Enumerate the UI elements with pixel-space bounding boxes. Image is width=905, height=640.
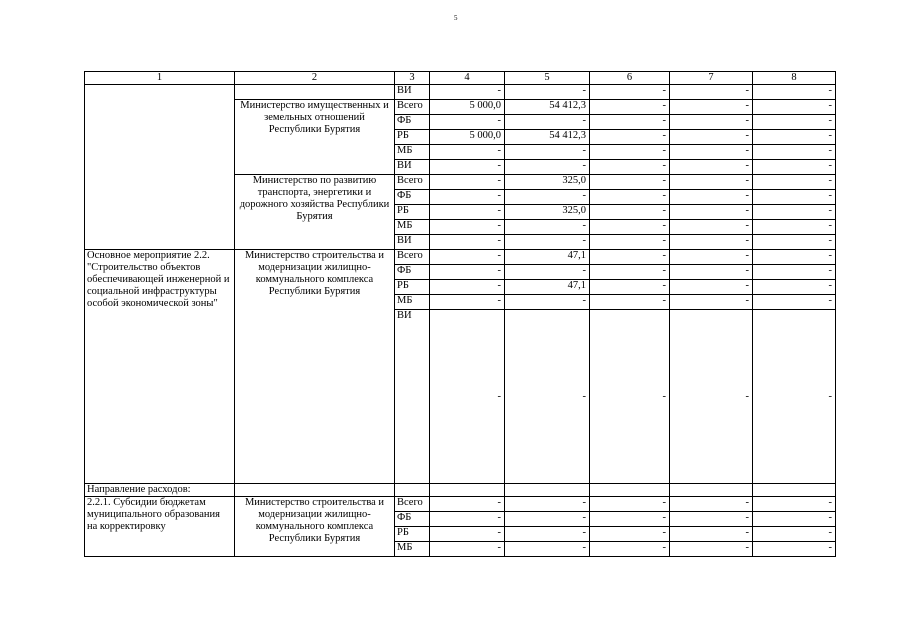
value-cell: -: [590, 175, 670, 190]
value-cell: -: [430, 497, 505, 512]
value-cell: -: [430, 160, 505, 175]
value-cell: -: [670, 145, 753, 160]
empty-cell: [753, 484, 836, 497]
value-cell: -: [753, 145, 836, 160]
value-cell: -: [753, 542, 836, 557]
executor-cell: Министерство имущественных и земельных отношений Республики Бурятия: [235, 100, 395, 175]
funding-source-cell: РБ: [395, 130, 430, 145]
value-cell: -: [590, 190, 670, 205]
value-cell: -: [505, 512, 590, 527]
funding-source-cell: ВИ: [395, 160, 430, 175]
value-cell: -: [505, 145, 590, 160]
value-cell: -: [430, 542, 505, 557]
funding-source-cell: ФБ: [395, 190, 430, 205]
value-cell: -: [590, 100, 670, 115]
value-cell: -: [670, 130, 753, 145]
empty-cell: [235, 484, 395, 497]
value-cell: -: [670, 542, 753, 557]
value-cell: -: [670, 295, 753, 310]
value-cell: -: [670, 235, 753, 250]
column-header: 8: [753, 72, 836, 85]
value-cell: -: [753, 280, 836, 295]
funding-source-cell: ФБ: [395, 265, 430, 280]
empty-cell: [670, 484, 753, 497]
value-cell: -: [505, 295, 590, 310]
value-cell: -: [430, 220, 505, 235]
value-cell: -: [590, 512, 670, 527]
value-cell: -: [505, 497, 590, 512]
value-cell: -: [590, 115, 670, 130]
executor-cell: Министерство строительства и модернизации жилищно-коммунального комплекса Республики Бурятия: [235, 250, 395, 484]
value-cell: -: [753, 250, 836, 265]
funding-source-cell: МБ: [395, 220, 430, 235]
value-cell: -: [505, 527, 590, 542]
funding-source-cell: РБ: [395, 280, 430, 295]
value-cell: -: [670, 527, 753, 542]
value-cell: -: [753, 85, 836, 100]
value-cell: -: [753, 512, 836, 527]
value-cell: -: [670, 205, 753, 220]
value-cell: -: [430, 527, 505, 542]
funding-source-cell: РБ: [395, 205, 430, 220]
value-cell: 5 000,0: [430, 100, 505, 115]
value-cell: -: [753, 115, 836, 130]
value-cell: -: [430, 85, 505, 100]
value-cell: -: [670, 265, 753, 280]
funding-source-cell: Всего: [395, 497, 430, 512]
funding-source-cell: ФБ: [395, 115, 430, 130]
empty-cell: [505, 484, 590, 497]
value-cell: -: [505, 190, 590, 205]
value-cell: -: [753, 527, 836, 542]
value-cell: -: [590, 280, 670, 295]
value-cell: -: [753, 265, 836, 280]
value-cell: -: [590, 220, 670, 235]
activity-cell: 2.2.1. Субсидии бюджетам муниципального образования на корректировку: [85, 497, 235, 557]
value-cell: -: [590, 130, 670, 145]
table-row: [85, 484, 836, 497]
column-header: 2: [235, 72, 395, 85]
value-cell: -: [590, 250, 670, 265]
value-cell: -: [430, 235, 505, 250]
value-cell: -: [753, 310, 836, 484]
value-cell: 54 412,3: [505, 100, 590, 115]
column-header: 1: [85, 72, 235, 85]
executor-cell: Министерство по развитию транспорта, энергетики и дорожного хозяйства Республики Бурятия: [235, 175, 395, 250]
value-cell: 325,0: [505, 205, 590, 220]
value-cell: -: [753, 160, 836, 175]
value-cell: -: [430, 175, 505, 190]
funding-source-cell: ВИ: [395, 235, 430, 250]
value-cell: -: [505, 542, 590, 557]
value-cell: -: [430, 265, 505, 280]
funding-source-cell: Всего: [395, 175, 430, 190]
value-cell: -: [505, 115, 590, 130]
value-cell: -: [590, 527, 670, 542]
value-cell: -: [430, 145, 505, 160]
empty-cell: [430, 484, 505, 497]
value-cell: -: [670, 310, 753, 484]
funding-source-cell: Всего: [395, 250, 430, 265]
value-cell: -: [753, 130, 836, 145]
value-cell: -: [505, 265, 590, 280]
empty-cell: [395, 484, 430, 497]
value-cell: 5 000,0: [430, 130, 505, 145]
value-cell: -: [590, 542, 670, 557]
value-cell: -: [753, 100, 836, 115]
value-cell: -: [670, 160, 753, 175]
value-cell: -: [670, 220, 753, 235]
activity-cell: [85, 85, 235, 250]
value-cell: -: [753, 220, 836, 235]
column-header: 5: [505, 72, 590, 85]
value-cell: -: [753, 190, 836, 205]
funding-source-cell: ФБ: [395, 512, 430, 527]
value-cell: -: [430, 250, 505, 265]
value-cell: -: [753, 497, 836, 512]
value-cell: 47,1: [505, 250, 590, 265]
value-cell: -: [670, 250, 753, 265]
section-heading-cell: Направление расходов:: [85, 484, 235, 497]
column-header: 7: [670, 72, 753, 85]
table-row: [85, 497, 836, 512]
value-cell: -: [670, 190, 753, 205]
funding-source-cell: МБ: [395, 542, 430, 557]
empty-cell: [590, 484, 670, 497]
value-cell: -: [590, 295, 670, 310]
funding-source-cell: МБ: [395, 145, 430, 160]
funding-source-cell: ВИ: [395, 85, 430, 100]
value-cell: -: [590, 265, 670, 280]
page-number: 5: [454, 14, 458, 22]
value-cell: -: [670, 497, 753, 512]
value-cell: -: [670, 280, 753, 295]
value-cell: -: [670, 115, 753, 130]
column-header: 6: [590, 72, 670, 85]
executor-cell: [235, 85, 395, 100]
value-cell: -: [590, 310, 670, 484]
value-cell: -: [430, 310, 505, 484]
value-cell: -: [505, 160, 590, 175]
value-cell: -: [590, 205, 670, 220]
value-cell: -: [753, 295, 836, 310]
table-row: [85, 85, 836, 100]
value-cell: -: [753, 235, 836, 250]
value-cell: -: [670, 175, 753, 190]
activity-cell: Основное мероприятие 2.2. "Строительство объектов обеспечивающей инженерной и социальной инфраструктуры особой экономической зоны": [85, 250, 235, 484]
budget-table: [84, 71, 836, 557]
value-cell: -: [590, 85, 670, 100]
value-cell: -: [430, 280, 505, 295]
value-cell: -: [430, 115, 505, 130]
value-cell: -: [505, 85, 590, 100]
value-cell: -: [430, 190, 505, 205]
value-cell: 47,1: [505, 280, 590, 295]
value-cell: -: [590, 145, 670, 160]
value-cell: -: [430, 295, 505, 310]
value-cell: -: [590, 235, 670, 250]
value-cell: -: [505, 310, 590, 484]
value-cell: -: [505, 235, 590, 250]
executor-cell: Министерство строительства и модернизации жилищно-коммунального комплекса Республики Бурятия: [235, 497, 395, 557]
funding-source-cell: МБ: [395, 295, 430, 310]
value-cell: -: [670, 100, 753, 115]
funding-source-cell: ВИ: [395, 310, 430, 484]
column-header: 4: [430, 72, 505, 85]
column-header: 3: [395, 72, 430, 85]
value-cell: -: [670, 512, 753, 527]
value-cell: -: [430, 205, 505, 220]
value-cell: 54 412,3: [505, 130, 590, 145]
value-cell: -: [430, 512, 505, 527]
funding-source-cell: Всего: [395, 100, 430, 115]
funding-source-cell: РБ: [395, 527, 430, 542]
value-cell: -: [753, 175, 836, 190]
value-cell: -: [505, 220, 590, 235]
table-row: [85, 250, 836, 265]
value-cell: 325,0: [505, 175, 590, 190]
value-cell: -: [590, 497, 670, 512]
value-cell: -: [753, 205, 836, 220]
value-cell: -: [590, 160, 670, 175]
value-cell: -: [670, 85, 753, 100]
table-header-row: [85, 72, 836, 85]
